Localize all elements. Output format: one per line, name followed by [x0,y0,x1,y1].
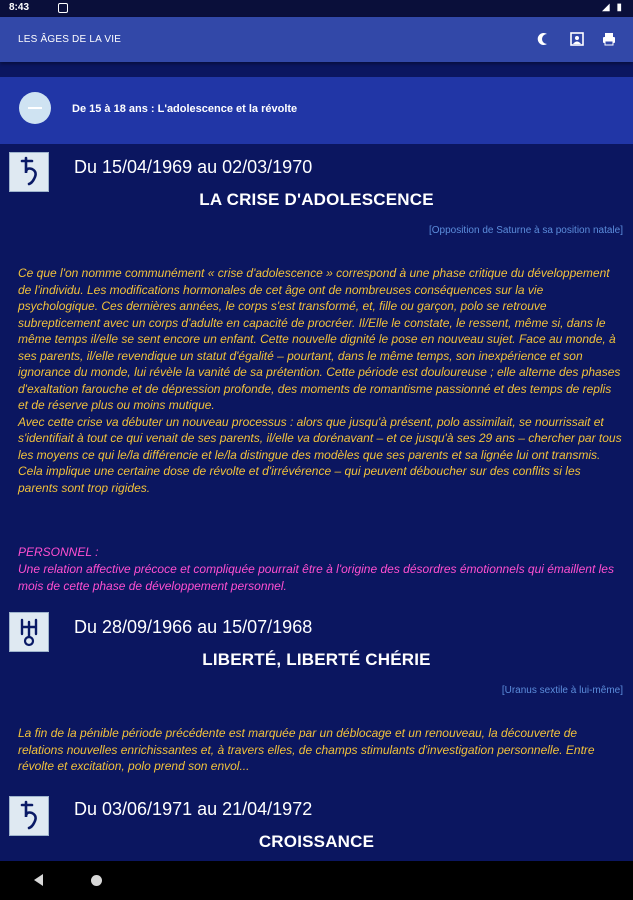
entry-aspect: [Opposition de Saturne à sa position natale] [428,225,623,236]
personal-title: PERSONNEL : [18,545,99,559]
saturn-icon [9,152,49,192]
entry-date: Du 28/09/1966 au 15/07/1968 [74,617,313,637]
status-time: 8:43 [9,2,30,13]
system-icons: ◢ ▮ [602,2,624,13]
entry-date: Du 15/04/1969 au 02/03/1970 [74,157,313,177]
portrait-icon[interactable] [568,30,586,48]
entry-aspect: [Uranus sextile à lui-même] [501,685,623,696]
back-icon[interactable] [34,874,43,886]
print-icon[interactable] [600,30,618,48]
section-label: De 15 à 18 ans : L'adolescence et la révolte [72,103,298,115]
navigation-bar [0,861,633,900]
saturn-icon [9,796,49,836]
entry-card [0,612,633,782]
entry-heading: CROISSANCE [258,832,375,851]
collapse-button[interactable] [19,92,51,124]
moon-icon[interactable] [536,30,554,48]
entry-card [0,796,633,861]
notification-icon [58,3,68,13]
entry-heading: LA CRISE D'ADOLESCENCE [199,190,434,209]
entry-date: Du 03/06/1971 au 21/04/1972 [74,799,313,819]
status-bar [0,0,633,17]
entry-heading: LIBERTÉ, LIBERTÉ CHÉRIE [202,650,431,669]
personal-text: Une relation affective précoce et compliquée pourrait être à l'origine des désordres émotionnels qui émaillent les mois de cette phase de développement personnel. [18,562,614,593]
section-header[interactable] [0,77,633,144]
entry-text: La fin de la pénible période précédente est marquée par un déblocage et un renouveau, la découverte de relations nouvelles enrichissantes et, à travers elles, de champs stimulants d'investigation personnelle. Entre révolte et excitation, polo prend son envol... [18,726,595,773]
app-bar [0,17,633,62]
uranus-icon [9,612,49,652]
entry-text-content: Ce que l'on nomme communément « crise d'adolescence » correspond à une phase critique du développement de l'individu. Les modifications hormonales de cet âge ont de nombreuses conséquences sur la vie psychologique. Ces dernières années, le corps s'est transformé, et, fille ou garçon, polo se retrouve subrepticement avec un corps d'adulte en capacité de procréer. Il/Elle le constate, le ressent, même si, dans le même temps il/elle se sent encore un enfant. Cette nouvelle dignité le pose en nouveau sujet. Face au monde, à ses parents, il/elle revendique un statut d'égalité – pourtant, dans le même temps, son inexpérience et son ignorance du monde, lui révèle la vanité de sa prétention. Cette période est douloureuse ; elle alterne des phases d'exaltation farouche et de dépression profonde, des moments de romantisme passionné et des temps de replis et de réserve plus ou moins mutique. Avec cette crise va débuter un nouveau processus : alors que jusqu'à présent, polo assimilait, se nourrissait et s'identifiait à tout ce qui venait de ses parents, il/elle va dorénavant – et ce jusqu'à ses 29 ans – chercher par tous les moyens ce qui le/la différencie et le/la distingue des modèles que ses parents et sa lignée lui ont transmis. Cela implique une certaine dose de révolte et d'irrévérence – qui peuvent déboucher sur des conflits si les parents sont trop rigides. [18,266,622,495]
entry-text [18,265,622,496]
entry-card [0,152,633,602]
app-title: LES ÂGES DE LA VIE [18,34,122,45]
home-icon[interactable] [91,875,102,886]
